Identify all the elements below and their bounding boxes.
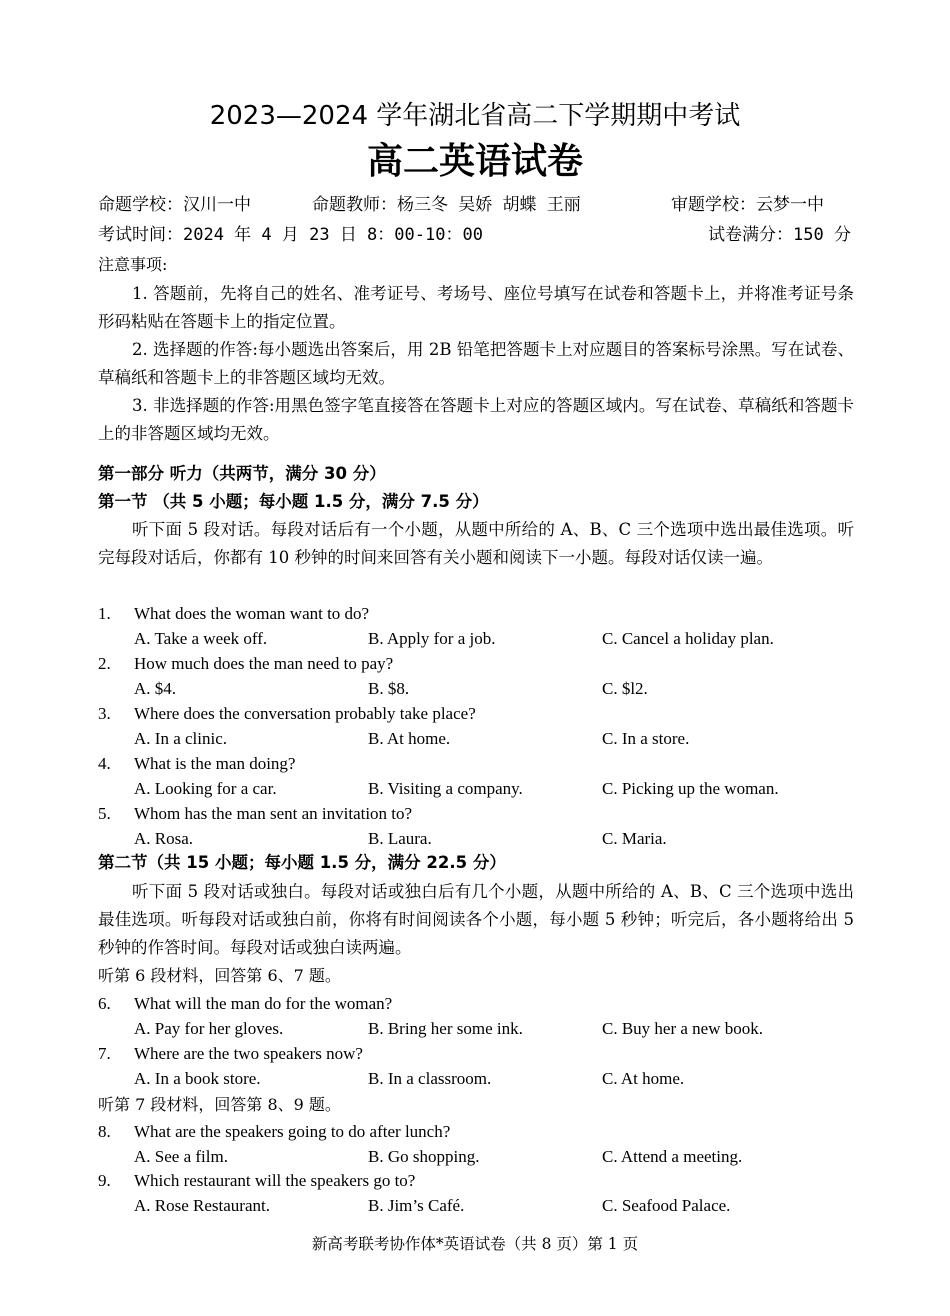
question-number: 9. bbox=[98, 1171, 111, 1190]
question-text: Where does the conversation probably take place? bbox=[134, 704, 476, 723]
setting-school: 命题学校：汉川一中 bbox=[98, 195, 251, 215]
question-text: What will the man do for the woman? bbox=[134, 994, 393, 1013]
question-text: How much does the man need to pay? bbox=[134, 654, 394, 673]
question-text: What does the woman want to do? bbox=[134, 604, 370, 623]
part1-heading: 第一部分 听力（共两节，满分 30 分） bbox=[98, 464, 386, 483]
section2-heading: 第二节（共 15 小题；每小题 1.5 分，满分 22.5 分） bbox=[98, 853, 506, 872]
question-text: Which restaurant will the speakers go to? bbox=[134, 1171, 416, 1190]
question-number: 8. bbox=[98, 1122, 111, 1141]
question-text: What is the man doing? bbox=[134, 754, 296, 773]
option-b: B. Jim’s Café. bbox=[368, 1196, 465, 1215]
setting-teachers: 命题教师：杨三冬 吴娇 胡蝶 王丽 bbox=[312, 195, 581, 215]
option-b: B. Apply for a job. bbox=[368, 629, 496, 648]
material-6-label: 听第 6 段材料，回答第 6、7 题。 bbox=[98, 966, 341, 985]
question-number: 5. bbox=[98, 804, 111, 823]
option-a: A. Looking for a car. bbox=[134, 779, 277, 798]
question-number: 2. bbox=[98, 654, 111, 673]
question-number: 3. bbox=[98, 704, 111, 723]
notes-heading: 注意事项: bbox=[98, 255, 168, 274]
option-c: C. Seafood Palace. bbox=[602, 1196, 731, 1215]
section2-instructions: 听下面 5 段对话或独白。每段对话或独白后有几个小题，从题中所给的 A、B、C 三个选项中选出最佳选项。听每段对话或独白前，你将有时间阅读各个小题，每小题 5 秒钟；听完后，各小题将给出 5 秒钟的作答时间。每段对话或独白读两遍。 bbox=[98, 882, 854, 957]
option-c: C. $l2. bbox=[602, 679, 648, 698]
question-text: Whom has the man sent an invitation to? bbox=[134, 804, 413, 823]
option-c: C. Attend a meeting. bbox=[602, 1147, 743, 1166]
section1-instructions: 听下面 5 段对话。每段对话后有一个小题，从题中所给的 A、B、C 三个选项中选出最佳选项。听完每段对话后，你都有 10 秒钟的时间来回答有关小题和阅读下一小题。每段对话仅读一遍。 bbox=[98, 520, 854, 567]
note-item-3: 3. 非选择题的作答:用黑色签字笔直接答在答题卡上对应的答题区域内。写在试卷、草稿纸和答题卡上的非答题区域均无效。 bbox=[98, 396, 854, 443]
full-score: 试卷满分：150 分 bbox=[708, 225, 851, 245]
material-7-label: 听第 7 段材料，回答第 8、9 题。 bbox=[98, 1095, 341, 1114]
option-c: C. Cancel a holiday plan. bbox=[602, 629, 774, 648]
question-number: 1. bbox=[98, 604, 111, 623]
option-b: B. At home. bbox=[368, 729, 451, 748]
review-school: 审题学校：云梦一中 bbox=[671, 195, 824, 215]
option-b: B. Laura. bbox=[368, 829, 432, 848]
exam-subtitle: 高二英语试卷 bbox=[366, 141, 583, 182]
option-c: C. Picking up the woman. bbox=[602, 779, 779, 798]
option-a: A. In a book store. bbox=[134, 1069, 261, 1088]
option-a: A. Rose Restaurant. bbox=[134, 1196, 270, 1215]
question-text: What are the speakers going to do after lunch? bbox=[134, 1122, 451, 1141]
note-item-1: 1. 答题前，先将自己的姓名、准考证号、考场号、座位号填写在试卷和答题卡上，并将准考证号条形码粘贴在答题卡上的指定位置。 bbox=[98, 284, 854, 331]
option-c: C. At home. bbox=[602, 1069, 685, 1088]
option-a: A. Pay for her gloves. bbox=[134, 1019, 284, 1038]
option-c: C. In a store. bbox=[602, 729, 690, 748]
option-b: B. In a classroom. bbox=[368, 1069, 492, 1088]
question-number: 4. bbox=[98, 754, 111, 773]
option-c: C. Maria. bbox=[602, 829, 667, 848]
option-a: A. $4. bbox=[134, 679, 177, 698]
option-a: A. See a film. bbox=[134, 1147, 228, 1166]
option-b: B. Visiting a company. bbox=[368, 779, 523, 798]
page-footer: 新高考联考协作体*英语试卷（共 8 页）第 1 页 bbox=[311, 1235, 639, 1253]
option-b: B. Bring her some ink. bbox=[368, 1019, 523, 1038]
question-number: 7. bbox=[98, 1044, 111, 1063]
question-text: Where are the two speakers now? bbox=[134, 1044, 363, 1063]
option-b: B. $8. bbox=[368, 679, 410, 698]
exam-title: 2023—2024 学年湖北省高二下学期期中考试 bbox=[209, 101, 741, 131]
option-a: A. Take a week off. bbox=[134, 629, 268, 648]
exam-time: 考试时间：2024 年 4 月 23 日 8：00-10：00 bbox=[98, 225, 483, 245]
option-b: B. Go shopping. bbox=[368, 1147, 480, 1166]
option-c: C. Buy her a new book. bbox=[602, 1019, 764, 1038]
option-a: A. In a clinic. bbox=[134, 729, 227, 748]
note-item-2: 2. 选择题的作答:每小题选出答案后，用 2B 铅笔把答题卡上对应题目的答案标号涂黑。写在试卷、草稿纸和答题卡上的非答题区域均无效。 bbox=[98, 340, 854, 387]
section1-heading: 第一节 （共 5 小题；每小题 1.5 分，满分 7.5 分） bbox=[98, 492, 489, 511]
question-number: 6. bbox=[98, 994, 111, 1013]
option-a: A. Rosa. bbox=[134, 829, 194, 848]
